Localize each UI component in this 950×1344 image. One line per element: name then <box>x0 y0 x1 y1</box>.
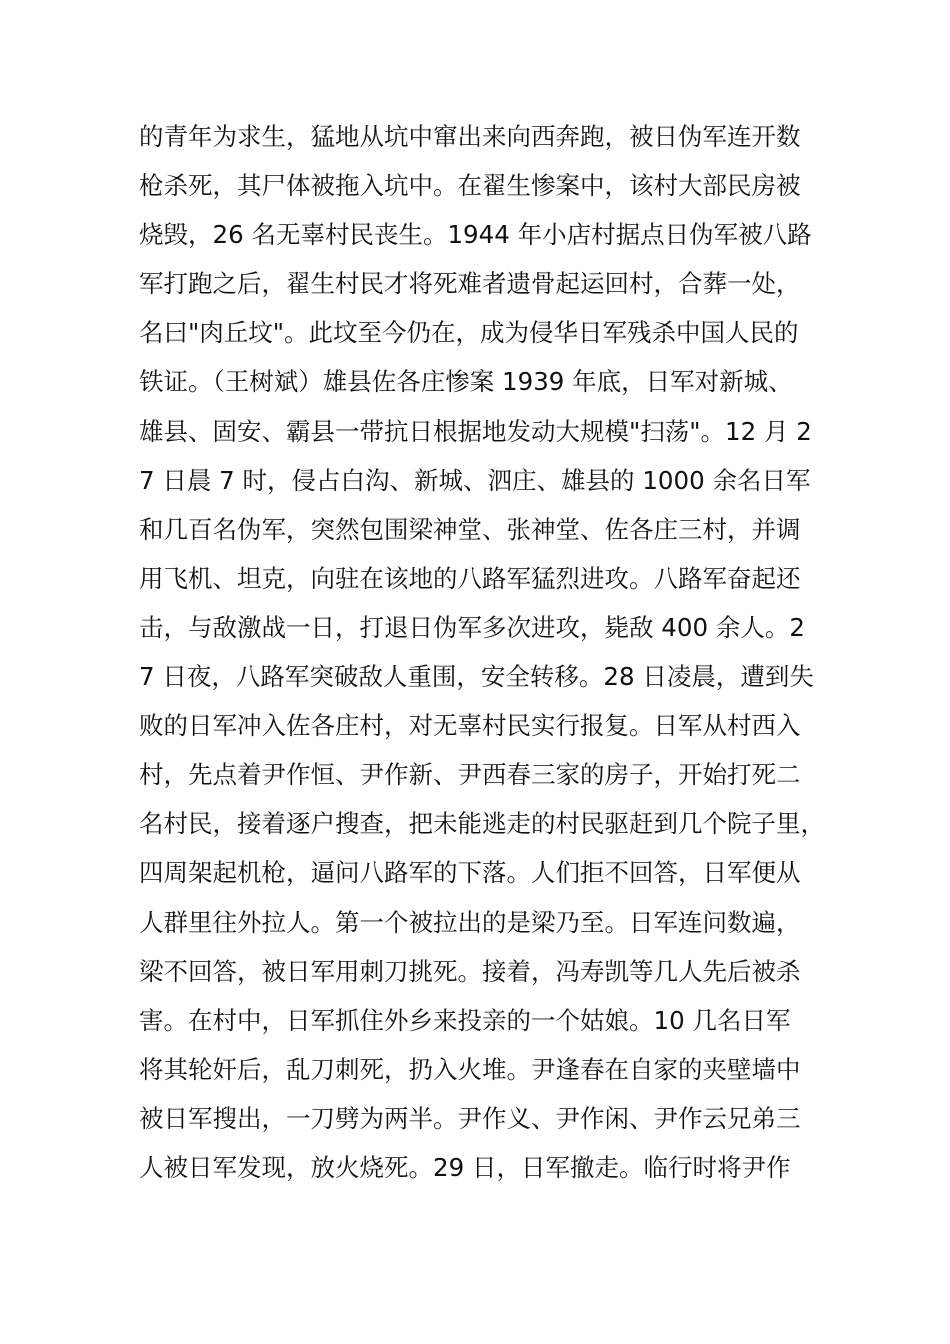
text-line: 击，与敌激战一日，打退日伪军多次进攻，毙敌 400 余人。2 <box>139 612 805 642</box>
body-text <box>139 112 825 1192</box>
text-line: 用飞机、坦克，向驻在该地的八路军猛烈进攻。八路军奋起还 <box>139 563 801 593</box>
text-line: 7 日晨 7 时，侵占白沟、新城、泗庄、雄县的 1000 余名日军 <box>139 465 811 495</box>
text-line: 四周架起机枪，逼问八路军的下落。人们拒不回答，日军便从 <box>139 858 801 888</box>
text-line: 枪杀死，其尸体被拖入坑中。在翟生惨案中，该村大部民房被 <box>139 171 801 201</box>
text-line: 名村民，接着逐户搜查，把未能逃走的村民驱赶到几个院子里， <box>139 809 825 839</box>
text-line: 铁证。（王树斌）雄县佐各庄惨案 1939 年底，日军对新城、 <box>139 367 793 397</box>
text-line: 7 日夜，八路军突破敌人重围，安全转移。28 日凌晨，遭到失 <box>139 662 814 692</box>
text-line: 人群里往外拉人。第一个被拉出的是梁乃至。日军连问数遍， <box>139 907 801 937</box>
text-line: 被日军搜出，一刀劈为两半。尹作义、尹作闲、尹作云兄弟三 <box>139 1103 801 1133</box>
text-line: 害。在村中，日军抓住外乡来投亲的一个姑娘。10 几名日军 <box>139 1005 791 1035</box>
text-line: 名曰"肉丘坟"。此坟至今仍在，成为侵华日军残杀中国人民的 <box>139 318 799 348</box>
text-line: 雄县、固安、霸县一带抗日根据地发动大规模"扫荡"。12 月 2 <box>139 416 812 446</box>
text-line: 的青年为求生，猛地从坑中窜出来向西奔跑，被日伪军连开数 <box>139 122 801 151</box>
text-line: 梁不回答，被日军用刺刀挑死。接着，冯寿凯等几人先后被杀 <box>139 956 801 986</box>
text-line: 村，先点着尹作恒、尹作新、尹西春三家的房子，开始打死二 <box>139 760 801 790</box>
text-line: 烧毁，26 名无辜村民丧生。1944 年小店村据点日伪军被八路 <box>139 220 812 250</box>
text-line: 败的日军冲入佐各庄村，对无辜村民实行报复。日军从村西入 <box>139 711 801 741</box>
text-line: 将其轮奸后，乱刀刺死，扔入火堆。尹逢春在自家的夹壁墙中 <box>139 1054 801 1084</box>
text-line: 和几百名伪军，突然包围梁神堂、张神堂、佐各庄三村，并调 <box>139 514 801 544</box>
text-line: 人被日军发现，放火烧死。29 日，日军撤走。临行时将尹作 <box>139 1152 791 1182</box>
text-line: 军打跑之后，翟生村民才将死难者遗骨起运回村，合葬一处， <box>139 269 801 299</box>
